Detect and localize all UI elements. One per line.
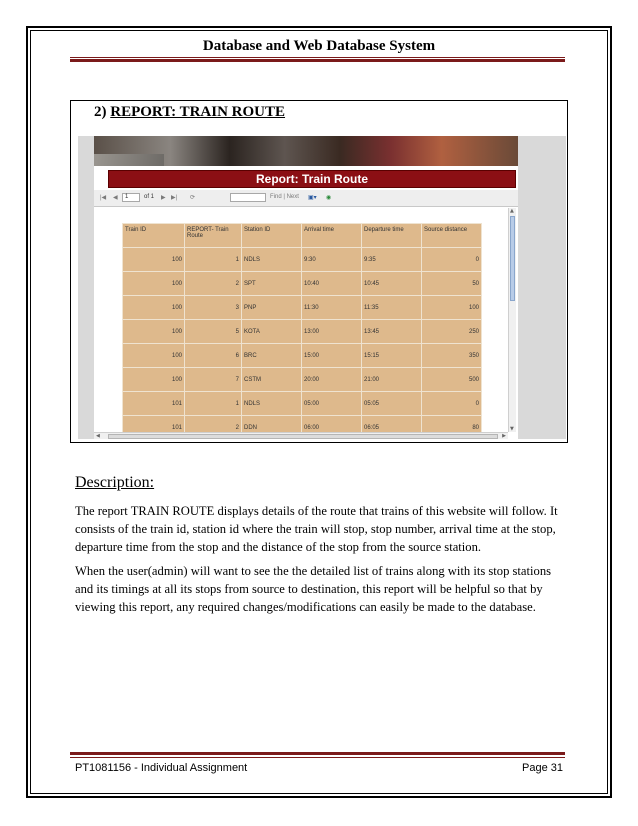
refresh-icon[interactable]: ⟳ [190, 195, 196, 201]
train-banner-image [94, 136, 518, 166]
section-title [94, 104, 285, 121]
table-cell: 20:00 [302, 368, 362, 392]
table-cell: 101 [123, 392, 185, 416]
table-cell: 100 [422, 296, 482, 320]
table-cell: 05:00 [302, 392, 362, 416]
table-cell: SPT [242, 272, 302, 296]
table-cell: 9:35 [362, 248, 422, 272]
scroll-down-icon[interactable]: ▼ [510, 426, 514, 432]
table-cell: 3 [185, 296, 242, 320]
table-cell: 13:45 [362, 320, 422, 344]
page-of-label: of 1 [144, 194, 155, 200]
section-heading: REPORT: TRAIN ROUTE [110, 104, 286, 120]
table-cell: 06:00 [302, 416, 362, 440]
print-icon[interactable]: ◉ [326, 195, 332, 201]
column-header: Source distance [422, 224, 482, 248]
footer-rule-thick [70, 752, 565, 755]
table-cell: 100 [123, 296, 185, 320]
header-rule-thin [70, 57, 565, 58]
header-rule-thick [70, 59, 565, 62]
scroll-right-icon[interactable]: ▶ [502, 433, 506, 439]
export-icon[interactable]: ▣▾ [308, 195, 317, 201]
page-number-input[interactable]: 1 [122, 193, 140, 202]
table-cell: 80 [422, 416, 482, 440]
table-cell: 10:40 [302, 272, 362, 296]
last-page-icon[interactable]: ▶| [171, 195, 178, 201]
column-header: Station ID [242, 224, 302, 248]
table-cell: NDLS [242, 248, 302, 272]
report-table [122, 223, 482, 439]
section-number: 2) [94, 104, 107, 120]
table-row [123, 272, 482, 296]
table-cell: 11:35 [362, 296, 422, 320]
first-page-icon[interactable]: |◀ [100, 195, 107, 201]
report-screenshot [78, 136, 566, 439]
table-cell: 2 [185, 272, 242, 296]
scroll-left-icon[interactable]: ◀ [96, 433, 100, 439]
table-row [123, 392, 482, 416]
horizontal-scrollbar[interactable] [94, 432, 508, 439]
table-cell: 100 [123, 248, 185, 272]
table-cell: 15:00 [302, 344, 362, 368]
table-cell: NDLS [242, 392, 302, 416]
prev-page-icon[interactable]: ◀ [113, 195, 118, 201]
table-cell: 2 [185, 416, 242, 440]
table-cell: 100 [123, 368, 185, 392]
table-cell: 05:05 [362, 392, 422, 416]
description-heading: Description: [75, 474, 155, 491]
footer-page-number: Page 31 [522, 762, 563, 774]
table-cell: 0 [422, 392, 482, 416]
table-cell: 15:15 [362, 344, 422, 368]
description-paragraph-1: The report TRAIN ROUTE displays details of the route that trains of this website will follow. It consists of the train id, station id where the train will stop, stop number, arrival time at the stop, departure time from the stop and the distance of the stop from the source station. [75, 504, 558, 554]
table-cell: BRC [242, 344, 302, 368]
horizontal-scroll-thumb[interactable] [108, 434, 498, 439]
vertical-scroll-thumb[interactable] [510, 216, 515, 301]
report-title-bar: Report: Train Route [108, 170, 516, 188]
description-paragraph-2: When the user(admin) will want to see the the detailed list of trains along with its stop stations and its timings at all its stops from source to destination, this report will be helpful so that by viewing this report, any required changes/modifications can easily be made to the database. [75, 564, 552, 614]
table-cell: 101 [123, 416, 185, 440]
table-cell: 50 [422, 272, 482, 296]
table-cell: 9:30 [302, 248, 362, 272]
table-cell: 500 [422, 368, 482, 392]
table-cell: KOTA [242, 320, 302, 344]
scroll-up-icon[interactable]: ▲ [510, 208, 514, 214]
table-header-row [123, 224, 482, 248]
report-toolbar [94, 190, 518, 207]
table-cell: 100 [123, 272, 185, 296]
table-row [123, 344, 482, 368]
table-cell: 13:00 [302, 320, 362, 344]
table-row [123, 320, 482, 344]
table-row [123, 368, 482, 392]
vertical-scrollbar[interactable] [508, 208, 516, 432]
table-cell: 250 [422, 320, 482, 344]
table-cell: 7 [185, 368, 242, 392]
column-header: Arrival time [302, 224, 362, 248]
table-cell: 6 [185, 344, 242, 368]
column-header: REPORT- Train Route [185, 224, 242, 248]
table-cell: 350 [422, 344, 482, 368]
table-cell: 5 [185, 320, 242, 344]
page-header-title: Database and Web Database System [202, 38, 436, 54]
table-cell: 10:45 [362, 272, 422, 296]
banner-rails [94, 154, 164, 166]
find-input[interactable] [230, 193, 266, 202]
column-header: Departure time [362, 224, 422, 248]
table-cell: 06:05 [362, 416, 422, 440]
table-cell: PNP [242, 296, 302, 320]
footer-assignment-label: PT1081156 - Individual Assignment [75, 762, 248, 774]
table-cell: 100 [123, 344, 185, 368]
table-cell: 1 [185, 248, 242, 272]
table-cell: 100 [123, 320, 185, 344]
column-header: Train ID [123, 224, 185, 248]
table-cell: 0 [422, 248, 482, 272]
next-page-icon[interactable]: ▶ [161, 195, 166, 201]
find-next-link[interactable]: Find | Next [270, 194, 299, 200]
table-cell: CSTM [242, 368, 302, 392]
table-row [123, 248, 482, 272]
table-cell: 1 [185, 392, 242, 416]
table-cell: DDN [242, 416, 302, 440]
table-cell: 11:30 [302, 296, 362, 320]
table-row [123, 296, 482, 320]
table-cell: 21:00 [362, 368, 422, 392]
footer-rule-thin [70, 757, 565, 758]
